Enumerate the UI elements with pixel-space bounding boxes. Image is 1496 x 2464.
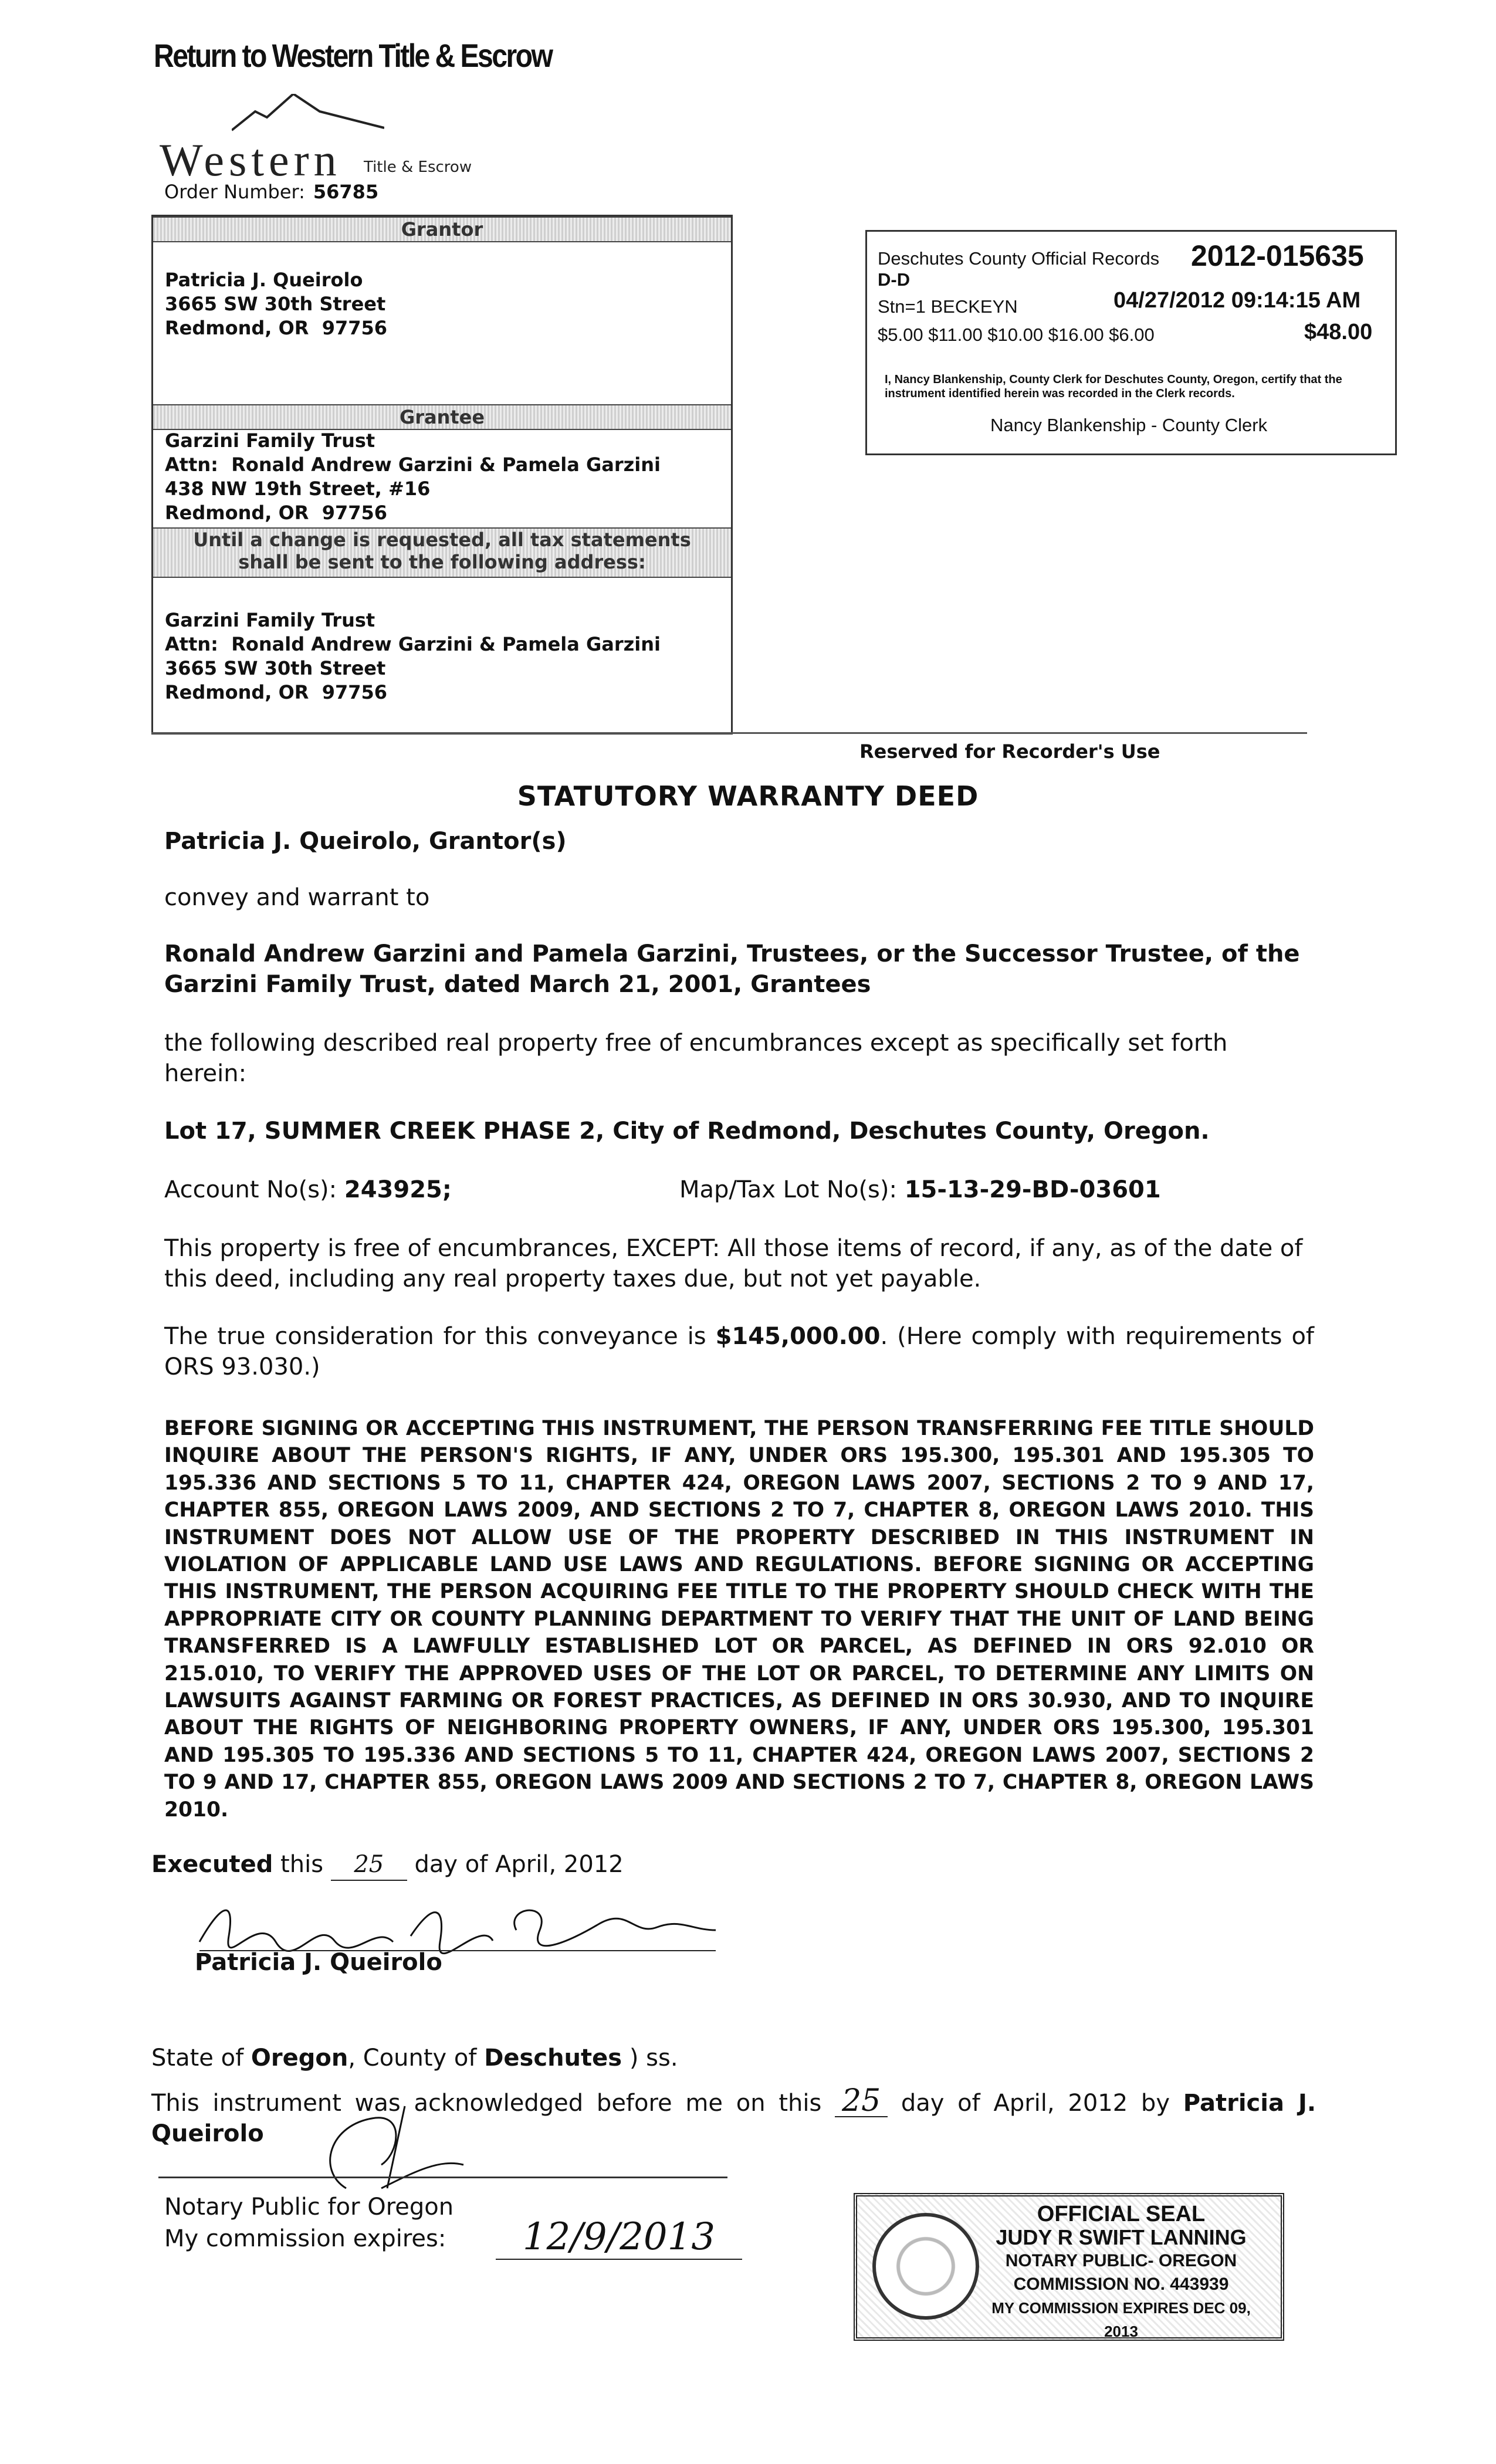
recording-total: $48.00 bbox=[1304, 320, 1373, 344]
reserved-recorder-label: Reserved for Recorder's Use bbox=[859, 740, 1160, 763]
consideration-amount: $145,000.00 bbox=[715, 1323, 881, 1350]
record-datetime: 04/27/2012 09:14:15 AM bbox=[1113, 288, 1361, 313]
seal-line-commission: COMMISSION NO. 443939 bbox=[1013, 2275, 1229, 2294]
state-seal-emblem-icon bbox=[872, 2213, 979, 2320]
map-tax-label: Map/Tax Lot No(s): bbox=[679, 1176, 897, 1203]
grantee-line-name: Garzini Family Trust bbox=[165, 429, 375, 452]
commission-expires-label: My commission expires: bbox=[164, 2225, 446, 2252]
tax-statement-header bbox=[153, 527, 731, 578]
station: Stn=1 BECKEYN bbox=[878, 296, 1018, 317]
consideration-clause bbox=[164, 1321, 1314, 1382]
account-line bbox=[164, 1175, 452, 1205]
deed-title: STATUTORY WARRANTY DEED bbox=[517, 780, 979, 812]
notary-public-label: Notary Public for Oregon bbox=[164, 2194, 454, 2221]
grantee-line-street: 438 NW 19th Street, #16 bbox=[165, 478, 431, 500]
order-number-value: 56785 bbox=[313, 181, 379, 203]
ss-marker: ) ss. bbox=[629, 2045, 678, 2072]
grantor-line-city: Redmond, OR 97756 bbox=[165, 317, 388, 339]
encumbrances-clause: This property is free of encumbrances, EXCEPT: All those items of record, if any, as of the date of this deed, including any real property taxes due, but not yet payable. bbox=[164, 1235, 1303, 1292]
seal-line-name: JUDY R SWIFT LANNING bbox=[996, 2225, 1247, 2249]
tax-line-city: Redmond, OR 97756 bbox=[165, 681, 388, 703]
ack-post: day of April, 2012 by bbox=[901, 2090, 1170, 2117]
order-number-line bbox=[164, 181, 378, 203]
county-clerk-name: Nancy Blankenship - County Clerk bbox=[990, 415, 1268, 435]
party-address-box bbox=[151, 215, 733, 735]
grantee-address bbox=[165, 429, 661, 525]
seal-line-title: OFFICIAL SEAL bbox=[1037, 2202, 1206, 2226]
logo-subtitle: Title & Escrow bbox=[364, 158, 472, 176]
mountain-logo-icon bbox=[232, 94, 384, 135]
property-description-intro: the following described real property free of encumbrances except as specifically set forth herein: bbox=[164, 1030, 1228, 1087]
ack-name: Patricia J. Queirolo bbox=[151, 2090, 1316, 2147]
grantees-line: Ronald Andrew Garzini and Pamela Garzini, Trustees, or the Successor Trustee, of the Garzini Family Trust, dated March 21, 2001, Grantees bbox=[164, 940, 1300, 998]
order-number-label: Order Number: bbox=[164, 181, 305, 203]
logo-wordmark: Western bbox=[160, 134, 341, 185]
county-label: , County of bbox=[348, 2045, 477, 2072]
seal-text bbox=[980, 2202, 1262, 2343]
state-label: State of bbox=[151, 2045, 244, 2072]
seal-line-public: NOTARY PUBLIC- OREGON bbox=[1005, 2251, 1237, 2270]
record-number: 2012-015635 bbox=[1191, 239, 1364, 272]
state-value: Oregon bbox=[251, 2045, 348, 2072]
notary-signature bbox=[311, 2100, 487, 2200]
map-tax-line bbox=[679, 1175, 1161, 1205]
divider-line bbox=[151, 732, 1307, 734]
grantee-header: Grantee bbox=[153, 404, 731, 430]
signature-name: Patricia J. Queirolo bbox=[195, 1949, 442, 1976]
executed-rest: day of April, 2012 bbox=[414, 1851, 624, 1878]
account-label: Account No(s): bbox=[164, 1176, 337, 1203]
tax-line-name: Garzini Family Trust bbox=[165, 609, 375, 631]
convey-line: convey and warrant to bbox=[164, 884, 430, 911]
legal-description: Lot 17, SUMMER CREEK PHASE 2, City of Redmond, Deschutes County, Oregon. bbox=[164, 1118, 1210, 1145]
recorder-stamp-box bbox=[865, 230, 1397, 455]
seal-line-expires: MY COMMISSION EXPIRES DEC 09, 2013 bbox=[991, 2299, 1251, 2340]
tax-header-line2: shall be sent to the following address: bbox=[238, 551, 646, 573]
grantor-line: Patricia J. Queirolo, Grantor(s) bbox=[164, 828, 567, 855]
tax-line-street: 3665 SW 30th Street bbox=[165, 657, 386, 679]
tax-address bbox=[165, 608, 661, 705]
grantor-line-street: 3665 SW 30th Street bbox=[165, 293, 386, 315]
ack-day: 25 bbox=[835, 2086, 888, 2117]
statutory-notice: BEFORE SIGNING OR ACCEPTING THIS INSTRUMENT, THE PERSON TRANSFERRING FEE TITLE SHOULD INQUIRE ABOUT THE PERSON'S RIGHTS, IF ANY, UNDER ORS 195.300, 195.301 AND 195.305 TO 195.336 AND SECTIONS 5 TO 11, CHAPTER 424, OREGON LAWS 2007, SECTIONS 2 TO 9 AND 17, CHAPTER 855, OREGON LAWS 2009, AND SECTIONS 2 TO 7, CHAPTER 8, OREGON LAWS 2010. THIS INSTRUMENT DOES NOT ALLOW USE OF THE PROPERTY DESCRIBED IN THIS INSTRUMENT IN VIOLATION OF APPLICABLE LAND USE LAWS AND REGULATIONS. BEFORE SIGNING OR ACCEPTING THIS INSTRUMENT, THE PERSON ACQUIRING FEE TITLE TO THE PROPERTY SHOULD CHECK WITH THE APPROPRIATE CITY OR COUNTY PLANNING DEPARTMENT TO VERIFY THAT THE UNIT OF LAND BEING TRANSFERRED IS A LAWFULLY ESTABLISHED LOT OR PARCEL, AS DEFINED IN ORS 92.010 OR 215.010, TO VERIFY THE APPROVED USES OF THE LOT OR PARCEL, TO DETERMINE ANY LIMITS ON LAWSUITS AGAINST FARMING OR FOREST PRACTICES, AS DEFINED IN ORS 30.930, AND TO INQUIRE ABOUT THE RIGHTS OF NEIGHBORING PROPERTY OWNERS, IF ANY, UNDER ORS 195.300, 195.301 AND 195.305 TO 195.336 AND SECTIONS 5 TO 11, CHAPTER 424, OREGON LAWS 2007, SECTIONS 2 TO 9 AND 17, CHAPTER 855, OREGON LAWS 2009 AND SECTIONS 2 TO 7, CHAPTER 8, OREGON LAWS 2010. bbox=[164, 1417, 1314, 1822]
executed-this: this bbox=[280, 1851, 324, 1878]
executed-day: 25 bbox=[331, 1849, 407, 1881]
commission-expires-value: 12/9/2013 bbox=[496, 2215, 742, 2260]
grantee-line-city: Redmond, OR 97756 bbox=[165, 502, 388, 524]
ack-pre: This instrument was acknowledged before me on this bbox=[151, 2090, 822, 2117]
notary-seal-stamp bbox=[854, 2193, 1284, 2341]
grantor-header: Grantor bbox=[153, 216, 731, 242]
consideration-pre: The true consideration for this conveyance is bbox=[164, 1323, 706, 1350]
clerk-certification: I, Nancy Blankenship, County Clerk for Deschutes County, Oregon, certify that the instrument identified herein was recorded in the Clerk records. bbox=[885, 373, 1342, 400]
executed-line bbox=[151, 1849, 1301, 1881]
return-to-header: Return to Western Title & Escrow bbox=[154, 37, 552, 74]
map-tax-value: 15-13-29-BD-03601 bbox=[904, 1176, 1161, 1203]
grantor-address bbox=[165, 268, 387, 340]
executed-label: Executed bbox=[151, 1851, 273, 1878]
grantor-line-name: Patricia J. Queirolo bbox=[165, 269, 363, 291]
recording-fees: $5.00 $11.00 $10.00 $16.00 $6.00 bbox=[878, 324, 1155, 345]
account-value: 243925; bbox=[344, 1176, 452, 1203]
grantee-line-attn: Attn: Ronald Andrew Garzini & Pamela Garzini bbox=[165, 453, 661, 476]
consideration-post: . (Here comply with requirements of ORS 93.030.) bbox=[164, 1323, 1314, 1380]
county-records-label: Deschutes County Official Records bbox=[878, 248, 1160, 269]
doc-type: D-D bbox=[878, 269, 911, 290]
tax-line-attn: Attn: Ronald Andrew Garzini & Pamela Garzini bbox=[165, 633, 661, 655]
notary-signature-line bbox=[158, 2177, 727, 2178]
venue-line bbox=[151, 2043, 1301, 2073]
county-value: Deschutes bbox=[484, 2045, 622, 2072]
tax-header-line1: Until a change is requested, all tax statements bbox=[193, 529, 691, 551]
